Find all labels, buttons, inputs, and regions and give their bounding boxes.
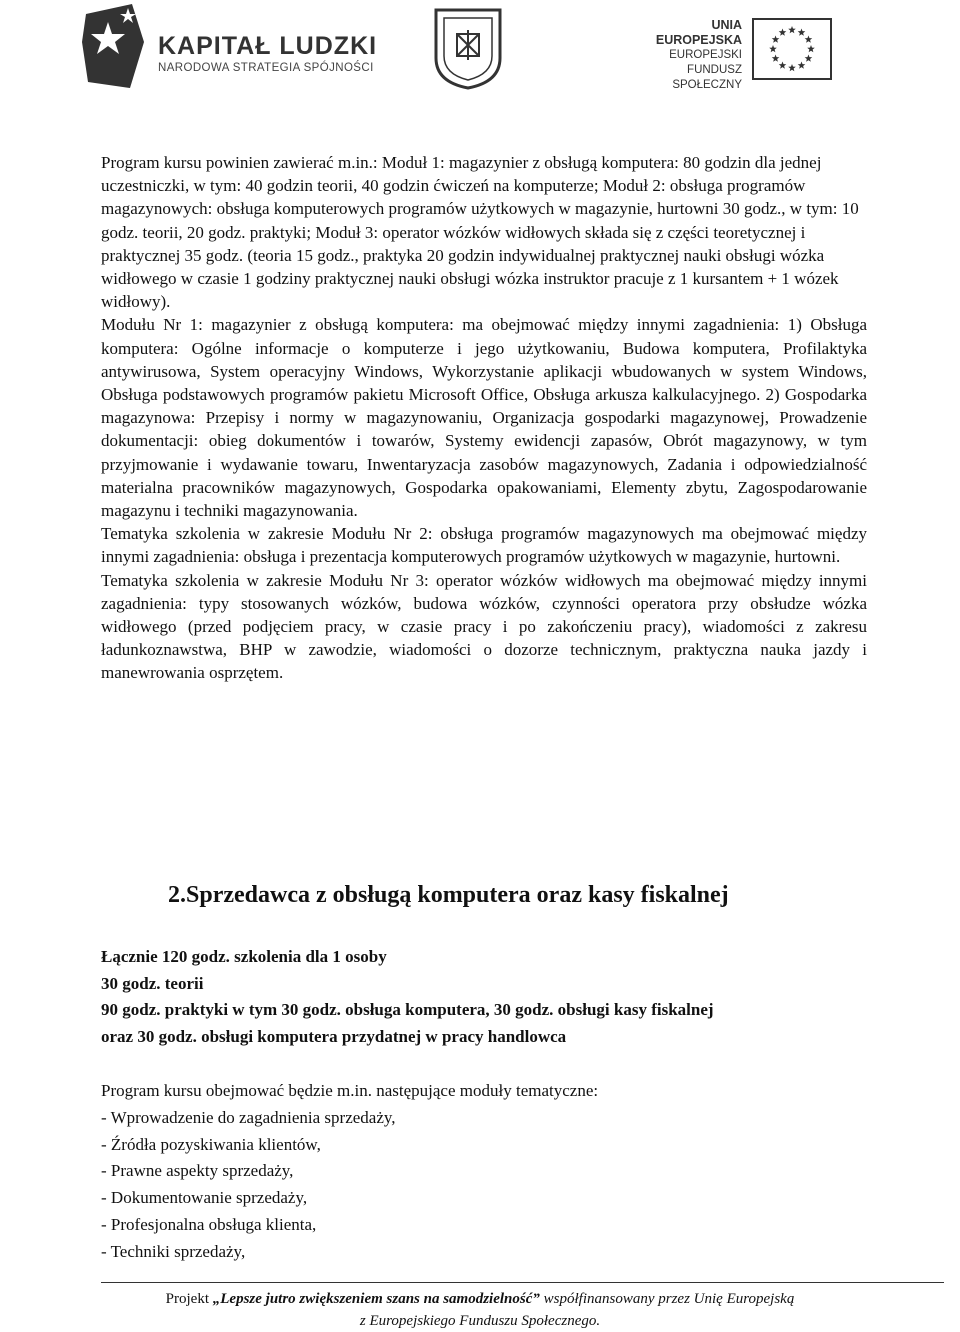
- eu-line2: EUROPEJSKI: [669, 49, 742, 61]
- eu-logo: [630, 18, 890, 91]
- page-footer: [0, 1288, 960, 1332]
- footer-prefix: Projekt: [165, 1291, 213, 1307]
- footer-divider: [101, 1282, 944, 1283]
- pcpz-seal-logo: [430, 6, 506, 90]
- module-1-paragraph: Modułu Nr 1: magazynier z obsługą komputera: ma obejmować między innymi zagadnienia: 1) Obsługa komputera: Ogólne informacje o komputerze i jego użytkowaniu, Budowa komputera, Profilaktyka antywirusowa, System operacyjny Windows, Wykorzystanie aplikacji wbudowanych w system Windows, Obsługa podstawowych programów pakietu Microsoft Office, Obsługa arkusza kalkulacyjnego. 2) Gospodarka magazynowa: Przepisy i normy w magazynowaniu, Organizacja gospodarki magazynowej, Prowadzenie dokumentacji: obieg dokumentów i towarów, Systemy ewidencji zapasów, Obrót magazynowy, w tym przyjmowanie i wydawanie towaru, Inwentaryzacja zasobów magazynowych, Zadania i odpowiedzialność materialna pracowników magazynowych, Gospodarka opakowaniami, Elementy zbytu, Zagospodarowanie magazynu i techniki magazynowania.: [101, 315, 867, 521]
- list-item: - Dokumentowanie sprzedaży,: [101, 1188, 308, 1208]
- eu-title: UNIA EUROPEJSKA: [655, 18, 742, 47]
- practice-hours-line1: 90 godz. praktyki w tym 30 godz. obsługa komputera, 30 godz. obsługi kasy fiskalnej: [101, 1000, 714, 1020]
- course-program-paragraph: Program kursu powinien zawierać m.in.: Moduł 1: magazynier z obsługą komputera: 80 godzin dla jednej uczestniczki, w tym: 40 godzin teorii, 40 godzin ćwiczeń na komputerze; Moduł 2: obsługa programów magazynowych: obsługa komputerowych programów użytkowych w magazynie, hurtowni 30 godz., w tym: 10 godz. teorii, 20 godz. praktyki; Moduł 3: operator wózków widłowych składa się z części teoretycznej i praktycznej 35 godz. (teoria 15 godz., praktyka 20 godzin indywidualnej praktycznej nauki obsługi wózka widłowego w czasie 1 godziny praktycznej nauki obsługi wózka instruktor pracuje z 1 kursantem + 1 wózek widłowy).: [101, 153, 859, 312]
- seal-icon: [430, 6, 506, 90]
- module-list: [101, 1105, 881, 1266]
- eu-flag-icon: [752, 18, 832, 80]
- page-header: [0, 0, 960, 100]
- eu-text: [630, 18, 742, 93]
- practice-hours-line2: oraz 30 godz. obsługi komputera przydatnej w pracy handlowca: [101, 1026, 567, 1046]
- list-item: - Wprowadzenie do zagadnienia sprzedaży,: [101, 1107, 396, 1127]
- footer-line2: z Europejskiego Funduszu Społecznego.: [359, 1313, 601, 1329]
- hours-summary: [101, 944, 881, 1050]
- kapital-ludzki-logo: [80, 2, 380, 92]
- star-emblem-icon: [80, 2, 150, 90]
- module-2-paragraph: Tematyka szkolenia w zakresie Modułu Nr 2: obsługa programów magazynowych ma obejmować między innymi zagadnienia: obsługa i prezentacja komputerowych programów użytkowych w magazynie, hurtowni.: [101, 524, 867, 567]
- list-item: - Prawne aspekty sprzedaży,: [101, 1161, 294, 1181]
- kapital-ludzki-subtitle: NARODOWA STRATEGIA SPÓJNOŚCI: [158, 62, 374, 74]
- module-description: [101, 151, 867, 685]
- footer-line1: [0, 1288, 960, 1310]
- program-modules: [101, 1078, 881, 1266]
- eu-line3: FUNDUSZ SPOŁECZNY: [672, 64, 742, 91]
- list-item: - Źródła pozyskiwania klientów,: [101, 1134, 321, 1154]
- kapital-ludzki-title: KAPITAŁ LUDZKI: [158, 32, 378, 60]
- total-hours: Łącznie 120 godz. szkolenia dla 1 osoby: [101, 947, 387, 966]
- list-item: - Techniki sprzedaży,: [101, 1241, 246, 1261]
- list-item: - Profesjonalna obsługa klienta,: [101, 1214, 317, 1234]
- footer-project-title: „Lepsze jutro zwiększeniem szans na samodzielność”: [212, 1291, 540, 1307]
- program-intro: Program kursu obejmować będzie m.in. następujące moduły tematyczne:: [101, 1081, 599, 1100]
- section-title: 2.Sprzedawca z obsługą komputera oraz kasy fiskalnej: [168, 882, 729, 908]
- footer-suffix: współfinansowany przez Unię Europejską: [539, 1291, 795, 1307]
- theory-hours: 30 godz. teorii: [101, 973, 204, 993]
- module-3-paragraph: Tematyka szkolenia w zakresie Modułu Nr 3: operator wózków widłowych ma obejmować między innymi zagadnienia: typy stosowanych wózków, budowa wózków, czynności operatora przy obsłudze wózka widłowego (przed podjęciem pracy, w czasie pracy i po zakończeniu pracy), wiadomości z zakresu ładunkoznawstwa, BHP w zawodzie, wiadomości o dozorze technicznym, praktyczna nauka jazdy i manewrowania osprzętem.: [101, 570, 867, 683]
